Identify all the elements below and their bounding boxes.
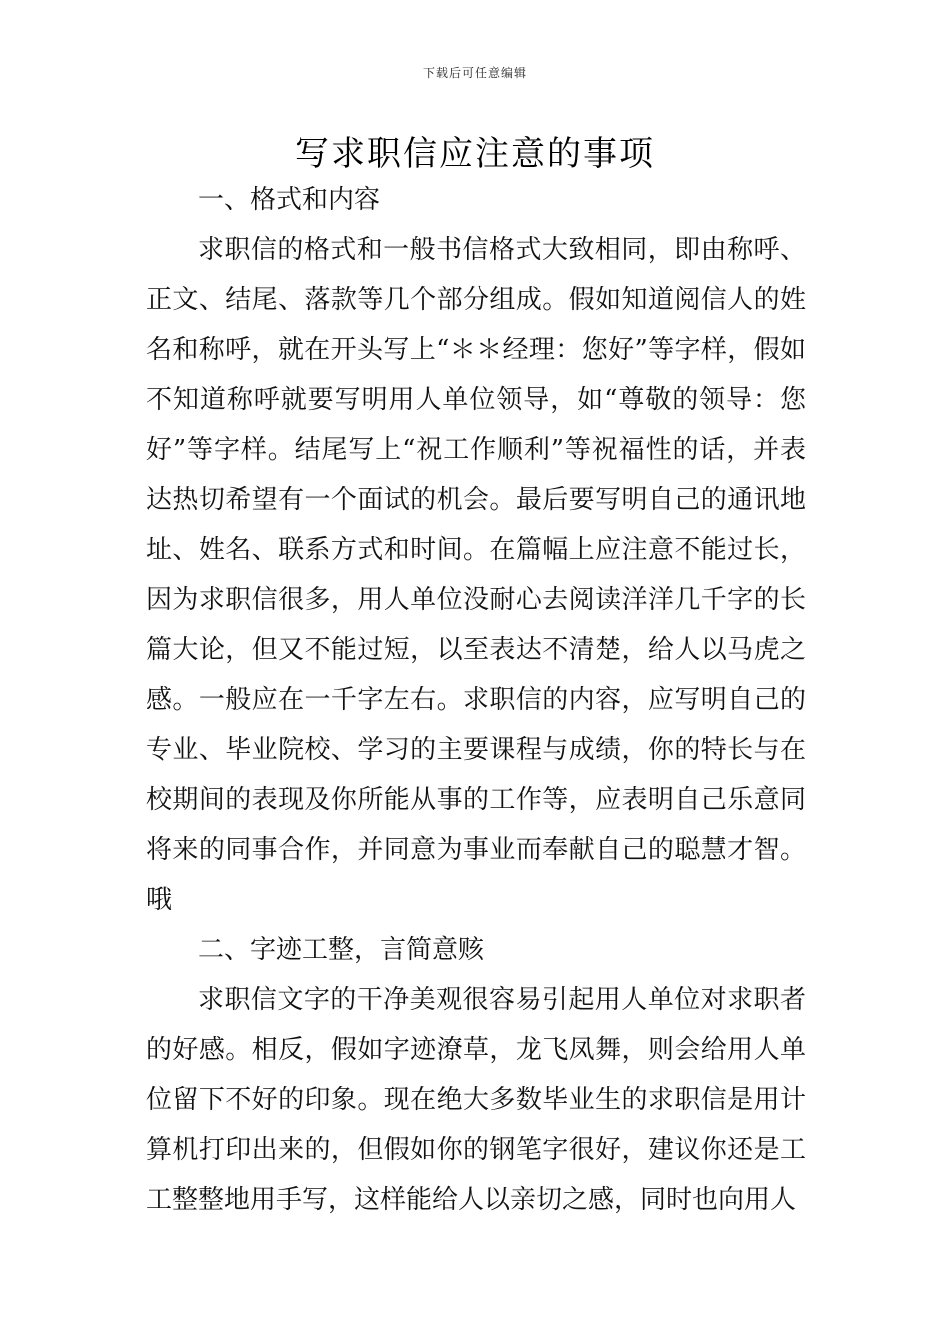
document-title: 写求职信应注意的事项: [295, 134, 655, 174]
document-body: [146, 175, 806, 1225]
header-note: 下载后可任意编辑: [422, 66, 527, 80]
section-paragraph-1: 求职信的格式和一般书信格式大致相同，即由称呼、正文、结尾、落款等几个部分组成。假如知道阅信人的姓名和称呼，就在开头写上“＊＊经理：您好”等字样，假如不知道称呼就要写明用人单位领导，如“尊敬的领导：您好”等字样。结尾写上“祝工作顺利”等祝福性的话，并表达热切希望有一个面试的机会。最后要写明自己的通讯地址、姓名、联系方式和时间。在篇幅上应注意不能过长，因为求职信很多，用人单位没耐心去阅读洋洋几千字的长篇大论，但又不能过短，以至表达不清楚，给人以马虎之感。一般应在一千字左右。求职信的内容，应写明自己的专业、毕业院校、学习的主要课程与成绩，你的特长与在校期间的表现及你所能从事的工作等，应表明自己乐意同将来的同事合作，并同意为事业而奉献自己的聪慧才智。 哦: [146, 235, 806, 915]
section-heading-1: 一、格式和内容: [198, 185, 381, 215]
section-paragraph-2: 求职信文字的干净美观很容易引起用人单位对求职者的好感。相反，假如字迹潦草，龙飞凤舞，则会给用人单位留下不好的印象。现在绝大多数毕业生的求职信是用计算机打印出来的，但假如你的钢笔字很好，建议你还是工工整整地用手写，这样能给人以亲切之感，同时也向用人: [146, 985, 806, 1215]
section-heading-2: 二、字迹工整，言简意赅: [198, 935, 485, 965]
